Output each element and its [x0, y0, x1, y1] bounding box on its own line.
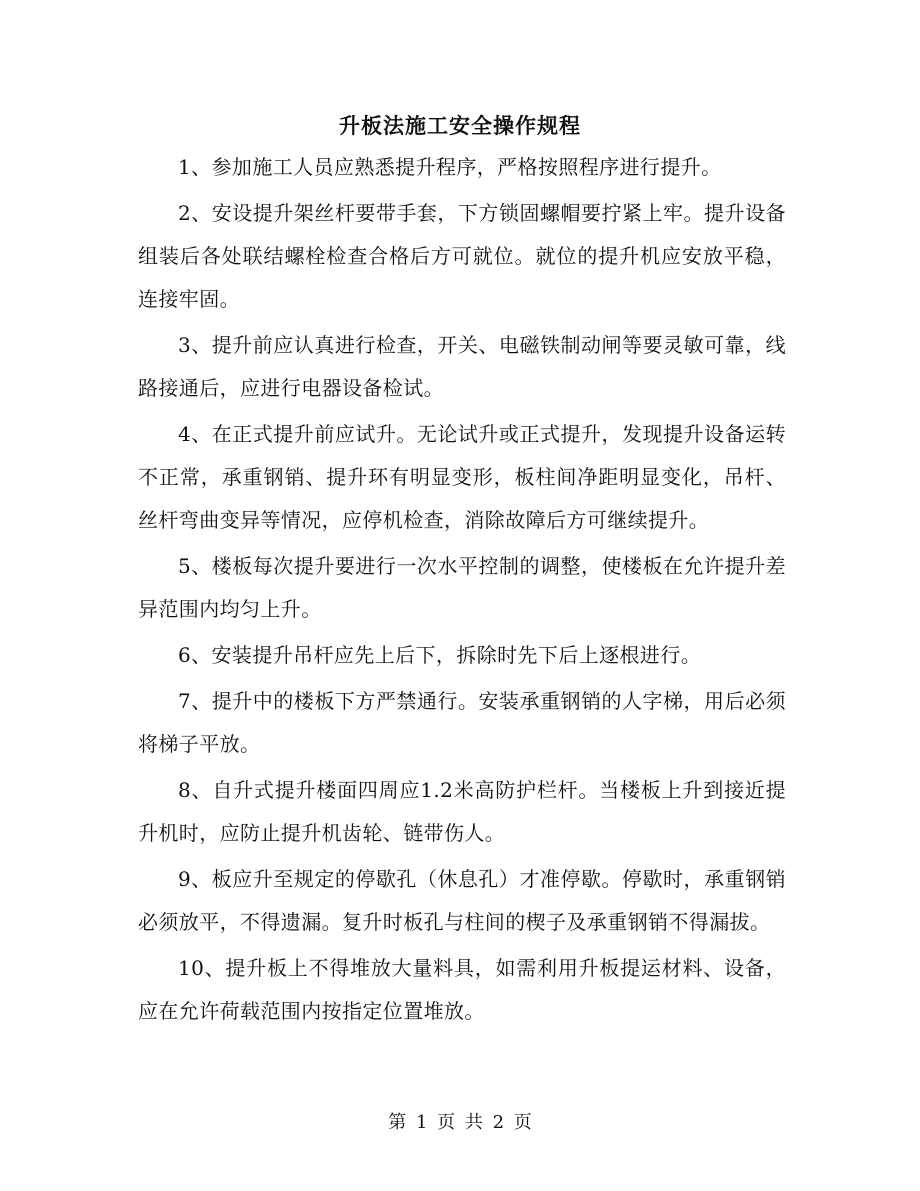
paragraph-3: 3、提升前应认真进行检查，开关、电磁铁制动闸等要灵敏可靠，线路接通后，应进行电器设备检试。	[138, 333, 786, 400]
paragraph-8: 8、自升式提升楼面四周应1.2米高防护栏杆。当楼板上升到接近提升机时，应防止提升机齿轮、链带伤人。	[138, 778, 786, 845]
paragraph-9: 9、板应升至规定的停歇孔（休息孔）才准停歇。停歇时，承重钢销必须放平，不得遗漏。复升时板孔与柱间的楔子及承重钢销不得漏拔。	[138, 867, 786, 934]
paragraph-10: 10、提升板上不得堆放大量料具，如需利用升板提运材料、设备，应在允许荷载范围内按指定位置堆放。	[138, 956, 786, 1023]
paragraph-2: 2、安设提升架丝杆要带手套，下方锁固螺帽要拧紧上牢。提升设备组装后各处联结螺栓检查合格后方可就位。就位的提升机应安放平稳，连接牢固。	[138, 201, 786, 311]
paragraph-5: 5、楼板每次提升要进行一次水平控制的调整，使楼板在允许提升差异范围内均匀上升。	[138, 554, 786, 621]
paragraph-4: 4、在正式提升前应试升。无论试升或正式提升，发现提升设备运转不正常，承重钢销、提升环有明显变形，板柱间净距明显变化，吊杆、丝杆弯曲变异等情况，应停机检查，消除故障后方可继续提升。	[138, 422, 786, 532]
document-title: 升板法施工安全操作规程	[339, 113, 581, 138]
page-number-footer: 第 1 页 共 2 页	[388, 1112, 532, 1133]
paragraph-7: 7、提升中的楼板下方严禁通行。安装承重钢销的人字梯，用后必须将梯子平放。	[138, 689, 786, 756]
paragraph-1: 1、参加施工人员应熟悉提升程序，严格按照程序进行提升。	[178, 155, 722, 179]
paragraph-6: 6、安装提升吊杆应先上后下，拆除时先下后上逐根进行。	[178, 643, 702, 667]
document-body	[138, 146, 786, 1036]
